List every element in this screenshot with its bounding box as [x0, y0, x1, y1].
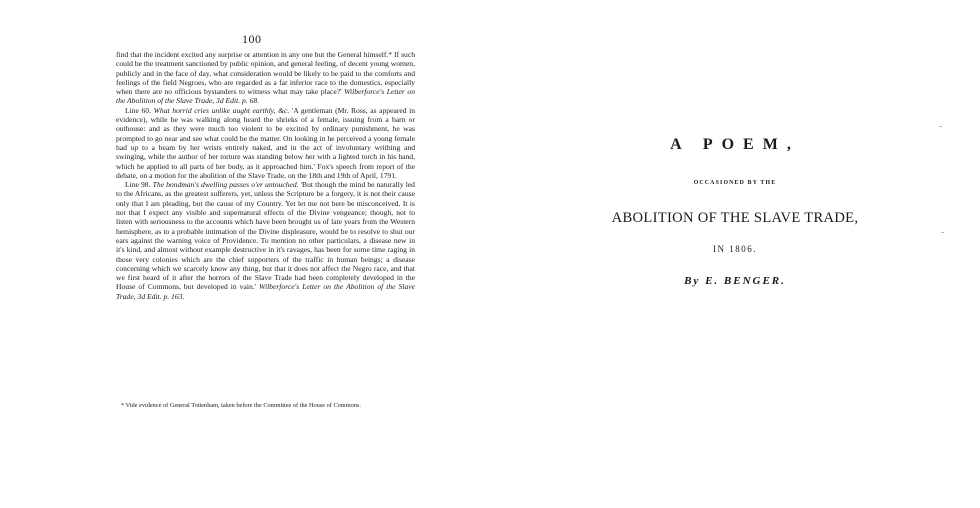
paragraph-text: find that the incident excited any surprise or attention in any one but the General himself.* If such could be the treatment sanctioned by public opinion, and general feeling, of decent young women, publicly and in the face of day, what consideration would be likely to be paid to the comforts and feelings of the field Negroes, who are regarded as a far inferior race to the domestics, especially when there are no officious bystanders to witness what may take place?' [116, 50, 415, 97]
notes-text [116, 50, 415, 301]
right-page [490, 0, 980, 508]
note-paragraph-3 [116, 180, 415, 301]
note-paragraph-1 [116, 50, 415, 106]
paragraph-text: 'But though the mind be naturally led to the Africans, as the greatest sufferers, yet, unless the Scripture be a forgery, it is not their cause only that I am pleading, but the cause of my Country. Yet let me not here be misconceived. It is not that I expect any visible and supernatural effects of the Divine vengeance; though, not to listen with seriousness to the accounts which have been brought us of late years from the Western hemisphere, as to a probable intimation of the Divine displeasure, would be to resolve to shut our ears against the warning voice of Providence. To mention no other particulars, a disease new in it's kind, and almost without example destructive in it's ravages, has been for some time raging in those very colonies which are the chief supporters of the traffic in human beings; a disease concerning which we scarcely know any thing, but that it does not affect the Negro race, and that we first heard of it after the horrors of the Slave Trade had been completely developed in the House of Commons, but developed in vain.' [116, 180, 415, 292]
footnote: * Vide evidence of General Tottenham, taken before the Committee of the House of Commons. [121, 402, 361, 409]
quoted-line: The bondman's dwelling passes o'er untouched. [152, 180, 299, 190]
year-line: IN 1806. [713, 244, 757, 254]
occasioned-line: OCCASIONED BY THE [693, 180, 777, 186]
author-byline: By E. BENGER. [684, 275, 786, 287]
quoted-line: What horrid cries unlike aught earthly, &c. [153, 105, 290, 115]
line-reference: Line 98. [125, 180, 151, 190]
citation: Wilberforce's Letter on the Abolition of the Slave Trade, 3d Edit. p. 163. [116, 282, 415, 301]
line-reference: Line 60. [125, 105, 151, 115]
note-paragraph-2 [116, 106, 415, 180]
citation: Wilberforce's Letter on the Abolition of the Slave Trade, 3d Edit. p. 68. [116, 87, 415, 106]
scan-mark [941, 232, 944, 233]
poem-heading: A POEM, [670, 136, 800, 153]
main-title: ABOLITION OF THE SLAVE TRADE, [611, 210, 859, 226]
scan-mark [939, 126, 942, 127]
page-number: 100 [242, 32, 262, 46]
paragraph-text: 'A gentleman (Mr. Ross, as appeared in evidence), while he was walking along heard the shrieks of a female, issuing from a barn or outhouse: and as they were much too violent to be excited by ordinary punishment, he was prompted to go near and see what could be the matter. On looking in he perceived a young female had up to a beam by her wrists entirely naked, and in the act of involuntary writhing and swinging, while the author of her torture was standing below her with a lighted torch in his hand, which he applied to all parts of her body, as it approached him.' Fox's speech from report of the debate, on a motion for the abolition of the Slave Trade, on the 18th and 19th of April, 1791. [116, 105, 416, 180]
